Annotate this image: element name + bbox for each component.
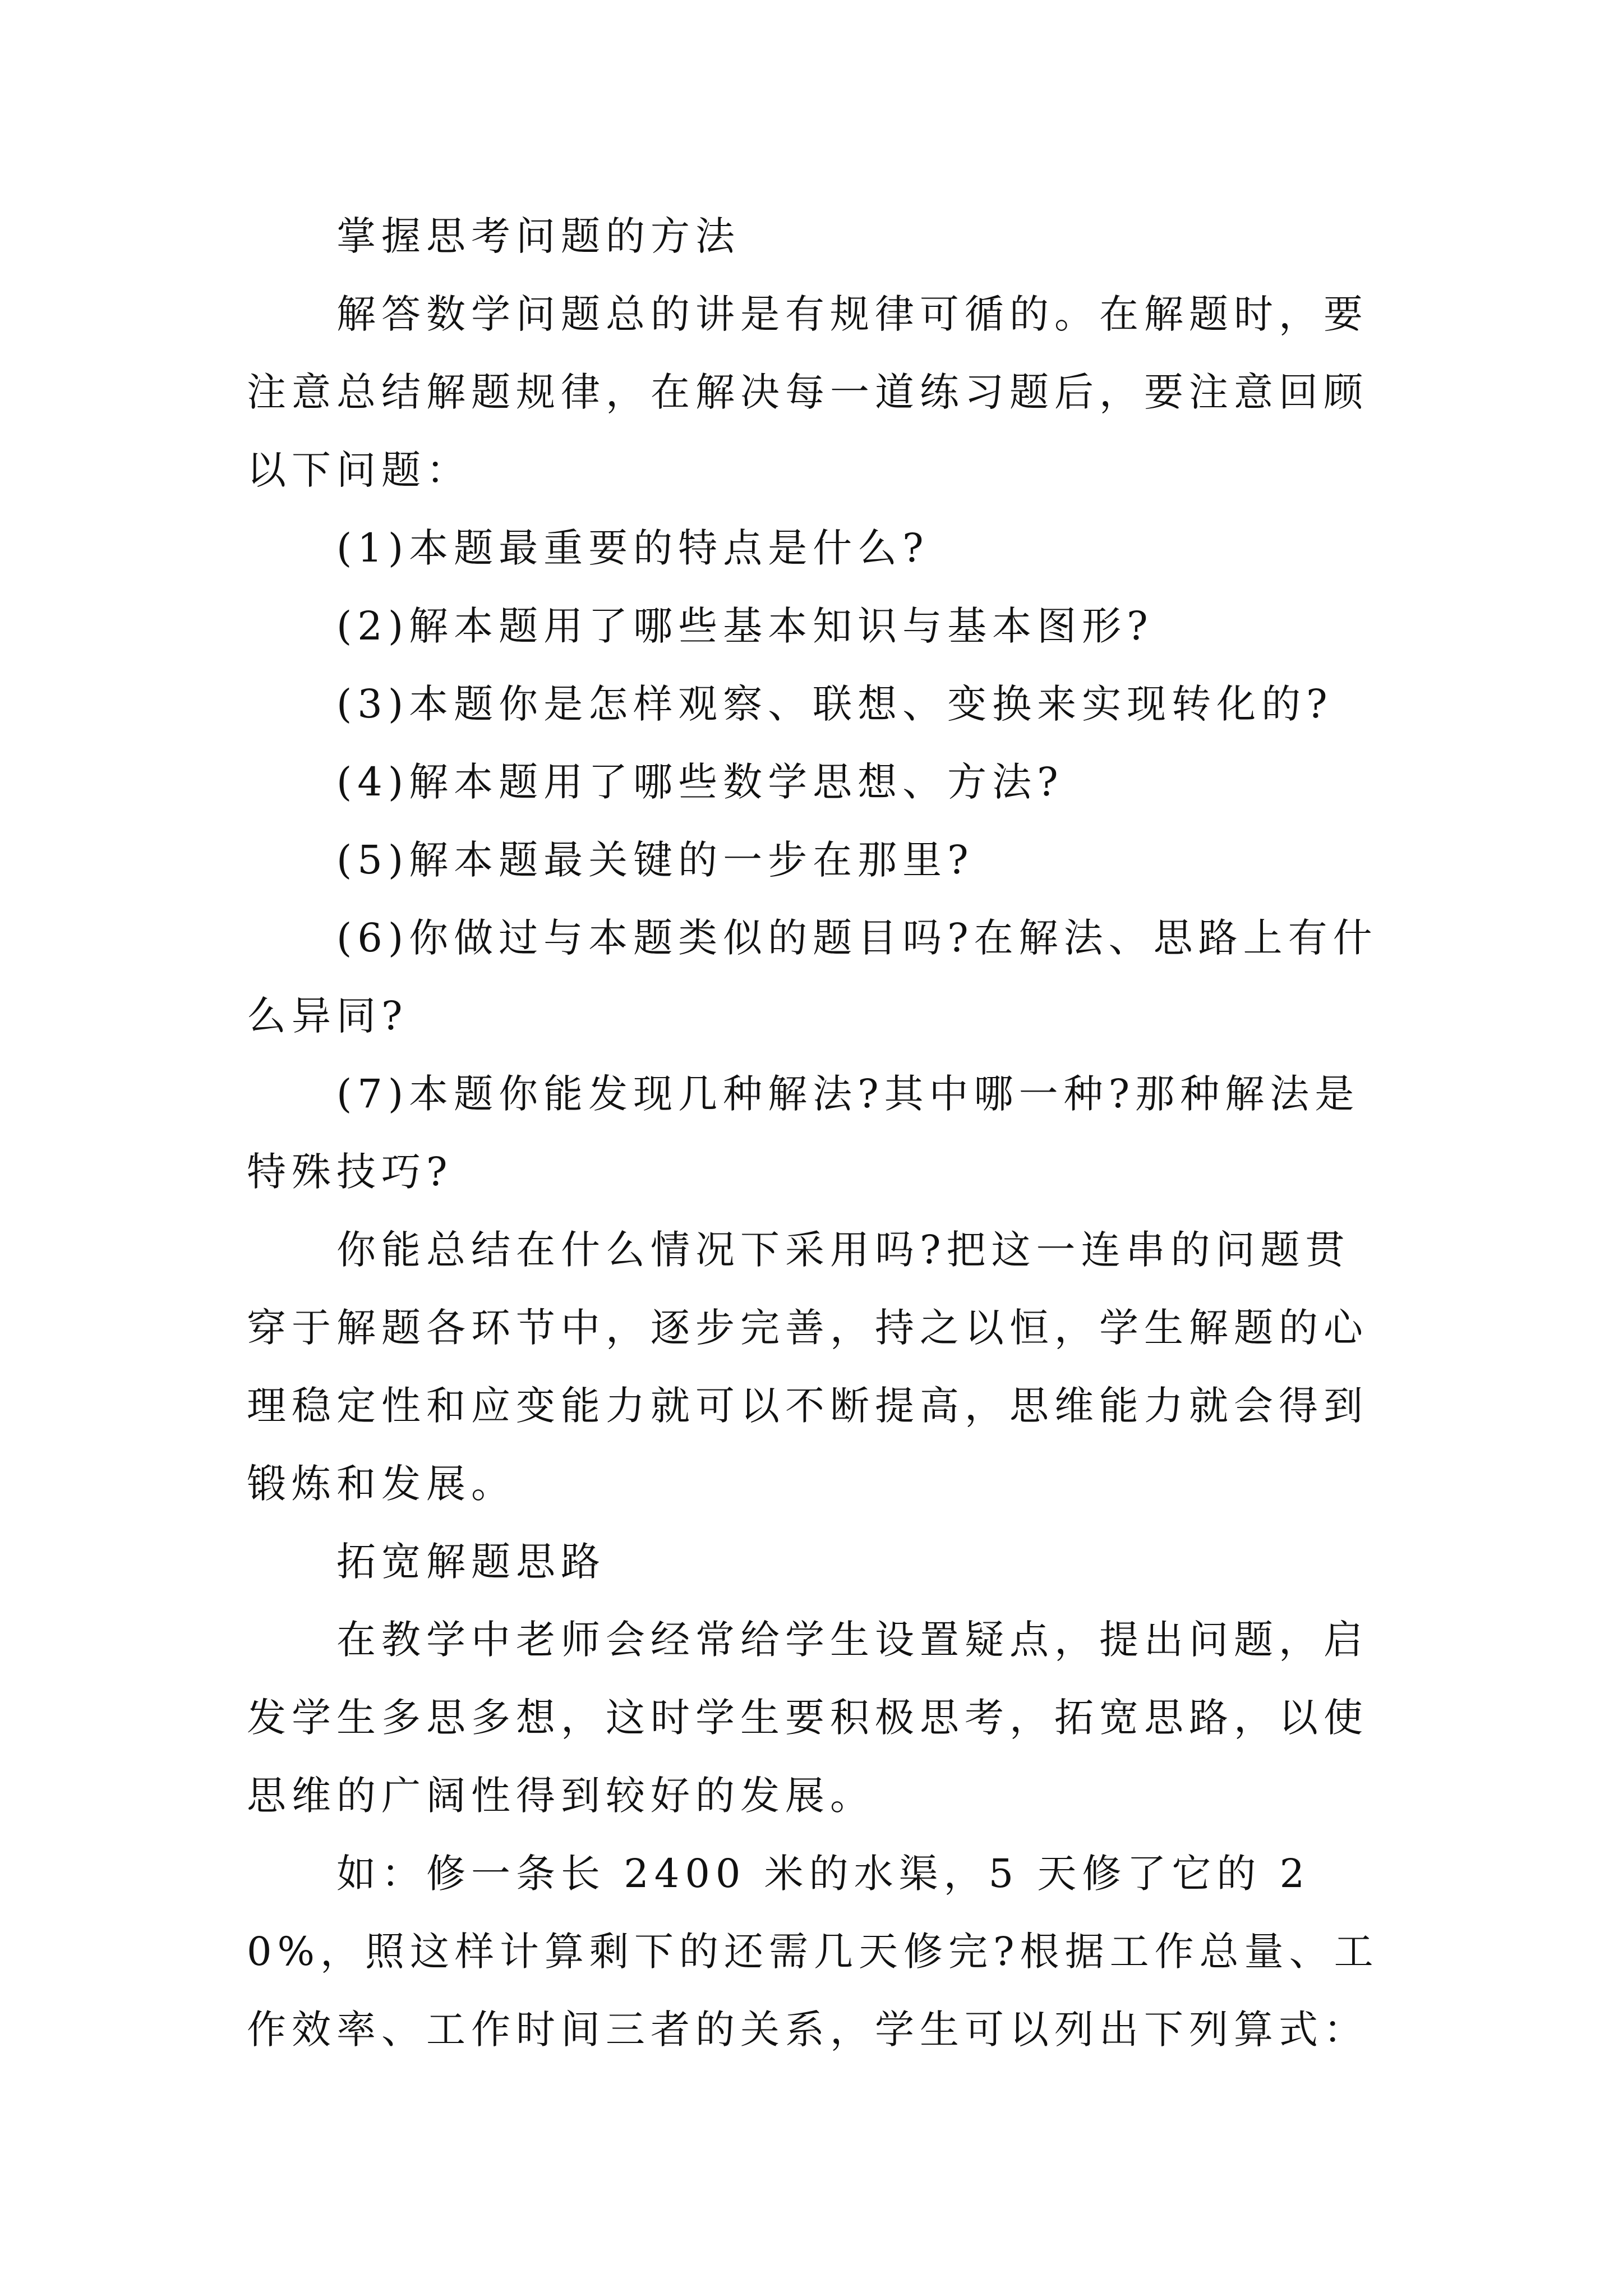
section-heading-broaden-thinking: 拓宽解题思路 bbox=[336, 1539, 606, 1585]
question-item-5: (5)解本题最关键的一步在那里? bbox=[336, 837, 974, 883]
paragraph-intro: 解答数学问题总的讲是有规律可循的。在解题时，要注意总结解题规律，在解决每一道练习题后，要注意回顾以下问题： bbox=[247, 291, 1368, 493]
section-heading-thinking-method: 掌握思考问题的方法 bbox=[336, 213, 740, 259]
question-item-1: (1)本题最重要的特点是什么? bbox=[336, 525, 929, 571]
paragraph-teaching: 在教学中老师会经常给学生设置疑点，提出问题，启发学生多思多想，这时学生要积极思考，拓宽思路，以使思维的广阔性得到较好的发展。 bbox=[247, 1617, 1368, 1819]
question-item-4: (4)解本题用了哪些数学思想、方法? bbox=[336, 759, 1064, 805]
question-item-6: (6)你做过与本题类似的题目吗?在解法、思路上有什么异同? bbox=[247, 915, 1378, 1039]
question-item-7: (7)本题你能发现几种解法?其中哪一种?那种解法是特殊技巧? bbox=[247, 1071, 1360, 1195]
paragraph-summary: 你能总结在什么情况下采用吗?把这一连串的问题贯穿于解题各环节中，逐步完善，持之以恒，学生解题的心理稳定性和应变能力就可以不断提高，思维能力就会得到锻炼和发展。 bbox=[247, 1227, 1368, 1507]
question-item-3: (3)本题你是怎样观察、联想、变换来实现转化的? bbox=[336, 681, 1333, 727]
document-body bbox=[247, 197, 1385, 2069]
question-item-2: (2)解本题用了哪些基本知识与基本图形? bbox=[336, 603, 1154, 649]
paragraph-example: 如：修一条长 2400 米的水渠，5 天修了它的 20%，照这样计算剩下的还需几天修完?根据工作总量、工作效率、工作时间三者的关系，学生可以列出下列算式： bbox=[247, 1851, 1379, 2053]
